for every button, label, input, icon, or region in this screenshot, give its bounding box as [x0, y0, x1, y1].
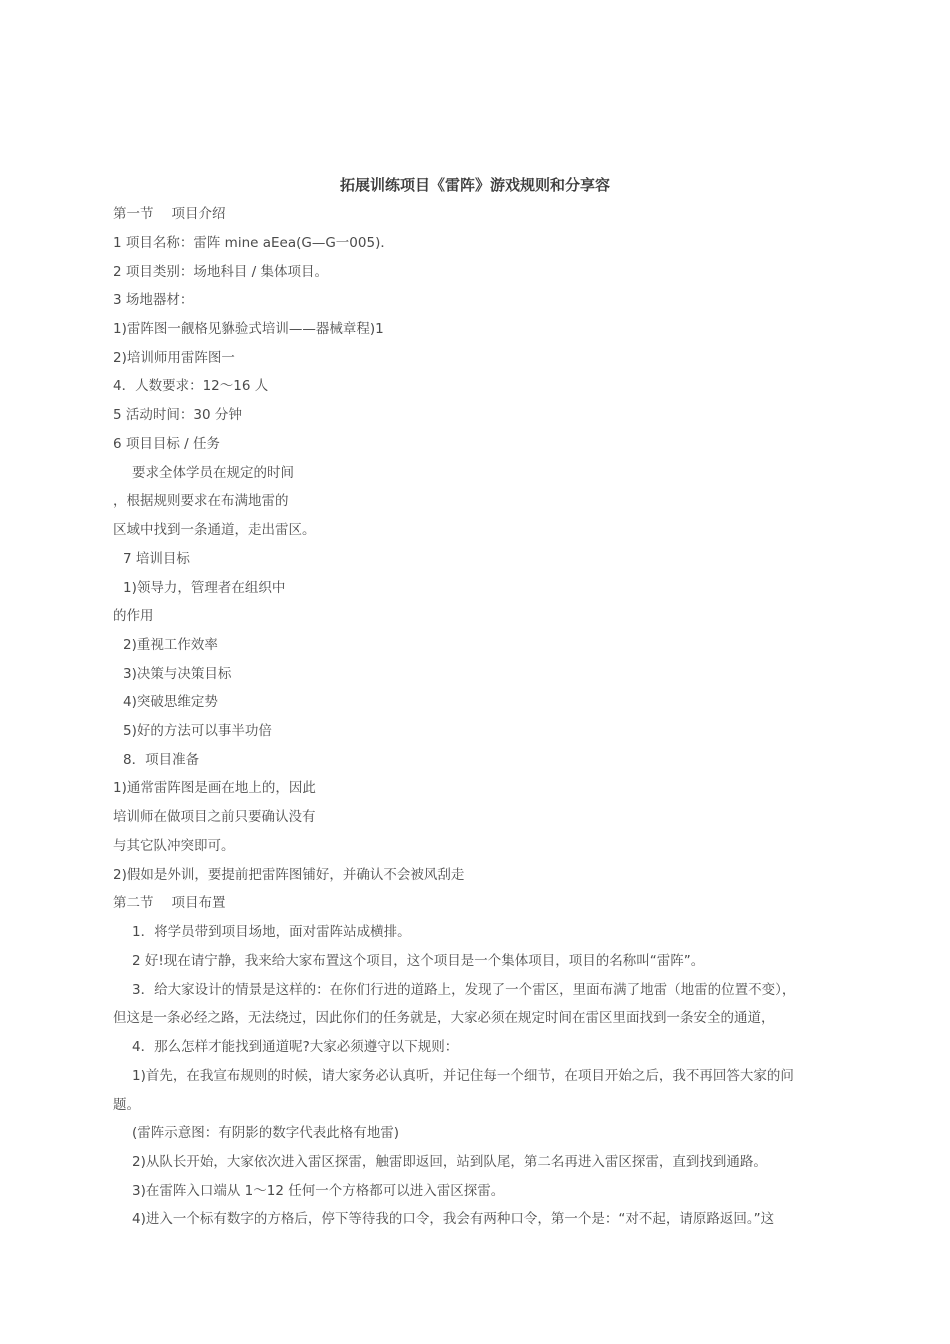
paragraph-line: 1)雷阵图一觎格见貅验式培训——器械章程)1 [113, 321, 384, 337]
paragraph-line: 但这是一条必经之路，无法绕过，因此你们的任务就是，大家必须在规定时间在雷区里面找到一条安全的通道， [113, 1010, 775, 1026]
paragraph-line: 2)重视工作效率 [123, 637, 218, 653]
paragraph-line: 4．那么怎样才能找到通道呢?大家必须遵守以下规则： [132, 1039, 459, 1055]
paragraph-line: 5)好的方法可以事半功倍 [123, 723, 272, 739]
paragraph-line: 与其它队冲突即可。 [113, 838, 235, 854]
paragraph-line: ，根据规则要求在布满地雷的 [113, 493, 289, 509]
paragraph-line: 4)进入一个标有数字的方格后，停下等待我的口令，我会有两种口令，第一个是：“对不起，请原路返回。”这 [132, 1211, 775, 1227]
paragraph-line: 1)首先，在我宣布规则的时候，请大家务必认真听，并记住每一个细节，在项目开始之后，我不再回答大家的问 [132, 1068, 794, 1084]
section-heading-1 [113, 204, 226, 224]
paragraph-line: 1 项目名称：雷阵 mine aEea(G—G一005)． [113, 235, 394, 251]
paragraph-line: 8．项目准备 [123, 752, 200, 768]
section-number: 第二节 [113, 895, 154, 911]
paragraph-line: 1)领导力，管理者在组织中 [123, 580, 286, 596]
section-heading-2 [113, 893, 226, 913]
paragraph-line: 题。 [113, 1097, 140, 1113]
paragraph-line: 3 场地器材： [113, 292, 194, 308]
section-name: 项目布置 [171, 895, 226, 911]
paragraph-line: 1)通常雷阵图是画在地上的，因此 [113, 780, 316, 796]
paragraph-line: 要求全体学员在规定的时间 [132, 465, 294, 481]
paragraph-line: 2 项目类别：场地科目 / 集体项目。 [113, 264, 329, 280]
paragraph-line: 6 项目目标 / 任务 [113, 436, 221, 452]
paragraph-line: 4)突破思维定势 [123, 694, 218, 710]
paragraph-line: 5 活动时间：30 分钟 [113, 407, 242, 423]
document-title: 拓展训练项目《雷阵》游戏规则和分享容 [339, 176, 610, 194]
paragraph-line: 3)在雷阵入口端从 1～12 任何一个方格都可以进入雷区探雷。 [132, 1183, 505, 1199]
paragraph-line: 7 培训目标 [123, 551, 190, 567]
paragraph-line: 培训师在做项目之前只要确认没有 [113, 809, 316, 825]
section-name: 项目介绍 [171, 206, 226, 222]
paragraph-line: 2)假如是外训，要提前把雷阵图铺好，并确认不会被风刮走 [113, 867, 465, 883]
paragraph-line: 3．给大家设计的情景是这样的：在你们行进的道路上，发现了一个雷区，里面布满了地雷（地雷的位置不变）， [132, 982, 796, 998]
paragraph-line: 3)决策与决策目标 [123, 666, 232, 682]
paragraph-line: 1．将学员带到项目场地，面对雷阵站成横排。 [132, 924, 411, 940]
section-number: 第一节 [113, 206, 154, 222]
paragraph-line: 2)培训师用雷阵图一 [113, 350, 235, 366]
paragraph-line: 2)从队长开始，大家依次进入雷区探雷，触雷即返回，站到队尾，第二名再进入雷区探雷，直到找到通路。 [132, 1154, 767, 1170]
paragraph-line: (雷阵示意图：有阴影的数字代表此格有地雷) [132, 1125, 400, 1141]
paragraph-line: 2 好!现在请宁静，我来给大家布置这个项目，这个项目是一个集体项目，项目的名称叫“雷阵”。 [132, 953, 705, 969]
paragraph-line: 4．人数要求：12～16 人 [113, 378, 269, 394]
paragraph-line: 区域中找到一条通道，走出雷区。 [113, 522, 316, 538]
paragraph-line: 的作用 [113, 608, 154, 624]
